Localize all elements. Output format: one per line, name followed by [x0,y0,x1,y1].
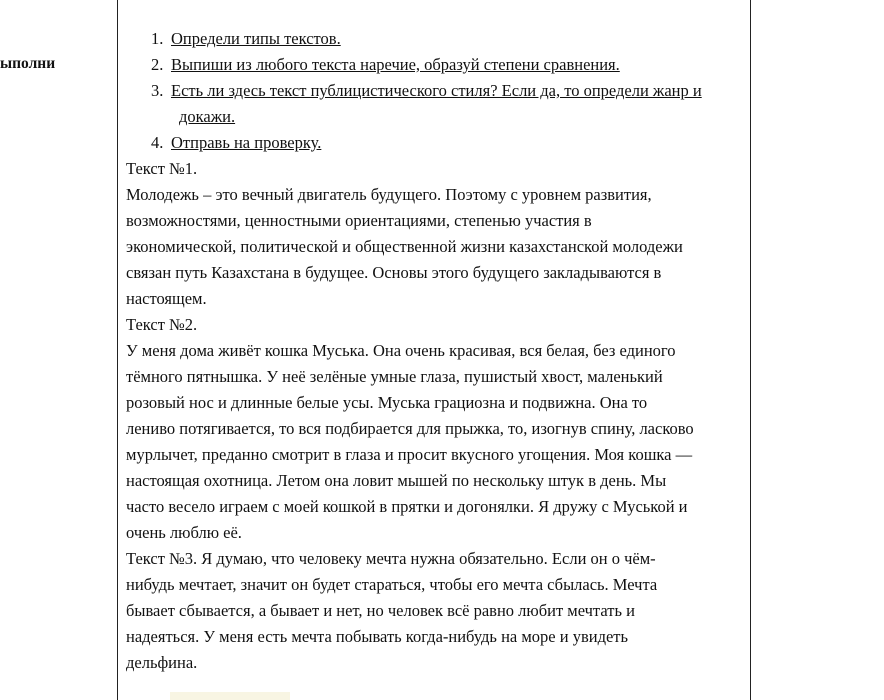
task-number: 4. [151,133,164,152]
text-3-line: Текст №3. Я думаю, что человеку мечта нужна обязательно. Если он о чём- [126,549,656,568]
task-text-line-2: докажи. [179,107,236,126]
table-border-right [750,0,751,700]
text-2-line: У меня дома живёт кошка Муська. Она очень красивая, вся белая, без единого [126,341,676,360]
task-item [126,78,748,130]
table-border-left [117,0,118,700]
text-1-line: связан путь Казахстана в будущее. Основы этого будущего закладываются в [126,263,662,282]
text-3-line: надеяться. У меня есть мечта побывать когда-нибудь на море и увидеть [126,627,629,646]
task-number: 3. [151,81,164,100]
task-text: Отправь на проверку. [171,133,322,152]
text-2-line: мурлычет, преданно смотрит в глаза и просит вкусного угощения. Моя кошка — [126,445,693,464]
text-1-title: Текст №1. [126,159,198,178]
side-column-label: ыполни [0,55,56,72]
text-3-line: дельфина. [126,653,198,672]
text-3-line: нибудь мечтает, значит он будет стараться, чтобы его мечта сбылась. Мечта [126,575,658,594]
text-1-line: Молодежь – это вечный двигатель будущего. Поэтому с уровнем развития, [126,185,652,204]
text-1-line: возможностями, ценностными ориентациями, степенью участия в [126,211,592,230]
text-1-line: настоящем. [126,289,207,308]
scan-smudge [170,692,290,700]
task-number: 2. [151,55,164,74]
text-2-line: часто весело играем с моей кошкой в прятки и догонялки. Я дружу с Муськой и [126,497,688,516]
text-1-line: экономической, политической и общественной жизни казахстанской молодежи [126,237,683,256]
task-item [126,26,748,52]
text-2-line: тёмного пятнышка. У неё зелёные умные глаза, пушистый хвост, маленький [126,367,663,386]
text-2-line: лениво потягивается, то вся подбирается для прыжка, то, изогнув спину, ласково [126,419,694,438]
text-2-line: настоящая охотница. Летом она ловит мышей по нескольку штук в день. Мы [126,471,667,490]
task-number: 1. [151,29,164,48]
task-item [126,52,748,78]
task-list [126,26,748,156]
text-2-title: Текст №2. [126,315,198,334]
text-3-line: бывает сбывается, а бывает и нет, но человек всё равно любит мечтать и [126,601,635,620]
task-text-line-1: Есть ли здесь текст публицистического стиля? Если да, то определи жанр и [171,81,702,100]
text-2-line: розовый нос и длинные белые усы. Муська грациозна и подвижна. Она то [126,393,648,412]
text-2-line: очень люблю её. [126,523,242,542]
task-text: Выпиши из любого текста наречие, образуй степени сравнения. [171,55,620,74]
texts-body [126,156,748,676]
task-text: Определи типы текстов. [171,29,341,48]
task-item [126,130,748,156]
